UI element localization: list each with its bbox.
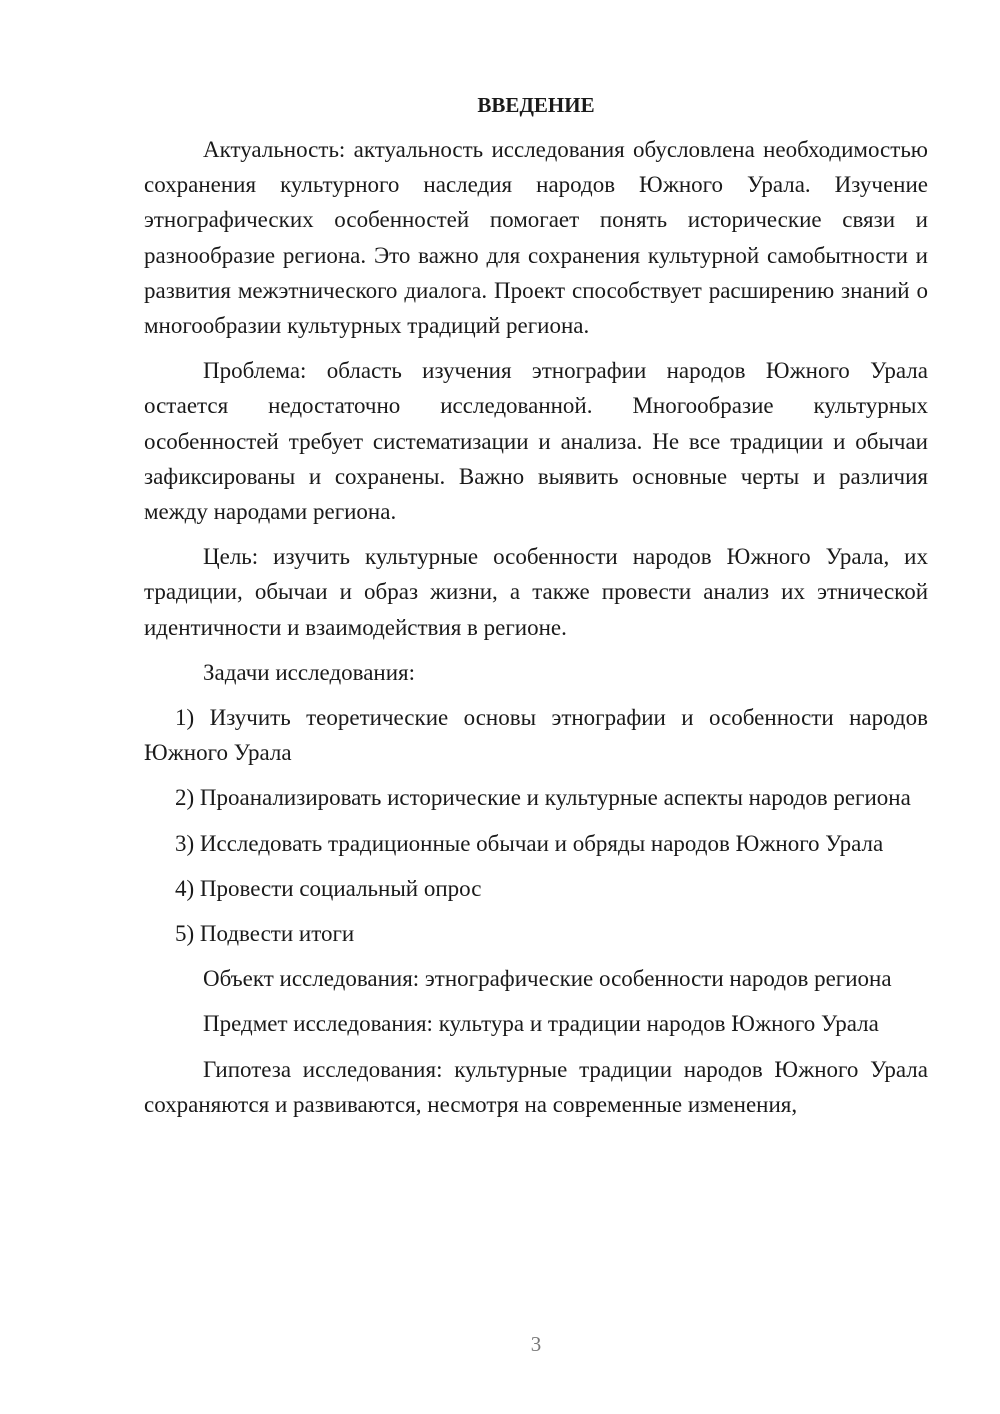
subject-paragraph: Предмет исследования: культура и традиции народов Южного Урала [203, 1011, 879, 1037]
task-item-5: 5) Подвести итоги [175, 921, 355, 947]
task-item-2: 2) Проанализировать исторические и культурные аспекты народов региона [175, 785, 911, 811]
relevance-paragraph: Актуальность: актуальность исследования обусловлена необходимостью сохранения культурного наследия народов Южного Урала. Изучение этнографических особенностей помогает понять исторические связи и разнообразие региона. Это важно для сохранения культурной самобытности и развития межэтнического диалога. Проект способствует расширению знаний о многообразии культурных традиций региона. [144, 137, 928, 339]
page-number: 3 [530, 1332, 542, 1356]
hypothesis-paragraph: Гипотеза исследования: культурные традиции народов Южного Урала сохраняются и развиваются, несмотря на современные изменения, [144, 1056, 928, 1117]
object-paragraph: Объект исследования: этнографические особенности народов региона [203, 966, 892, 992]
task-item-3: 3) Исследовать традиционные обычаи и обряды народов Южного Урала [175, 830, 884, 856]
task-item-1: 1) Изучить теоретические основы этнографии и особенности народов Южного Урала [144, 705, 928, 766]
problem-paragraph: Проблема: область изучения этнографии народов Южного Урала остается недостаточно исследованной. Многообразие культурных особенностей требует систематизации и анализа. Не все традиции и обычаи зафиксированы и сохранены. Важно выявить основные черты и различия между народами региона. [144, 358, 928, 525]
task-item-4: 4) Провести социальный опрос [175, 875, 482, 901]
section-heading: ВВЕДЕНИЕ [477, 93, 595, 117]
goal-paragraph: Цель: изучить культурные особенности народов Южного Урала, их традиции, обычаи и образ жизни, а также провести анализ их этнической идентичности и взаимодействия в регионе. [144, 544, 928, 640]
tasks-intro: Задачи исследования: [203, 659, 416, 685]
document-page [144, 88, 928, 1132]
